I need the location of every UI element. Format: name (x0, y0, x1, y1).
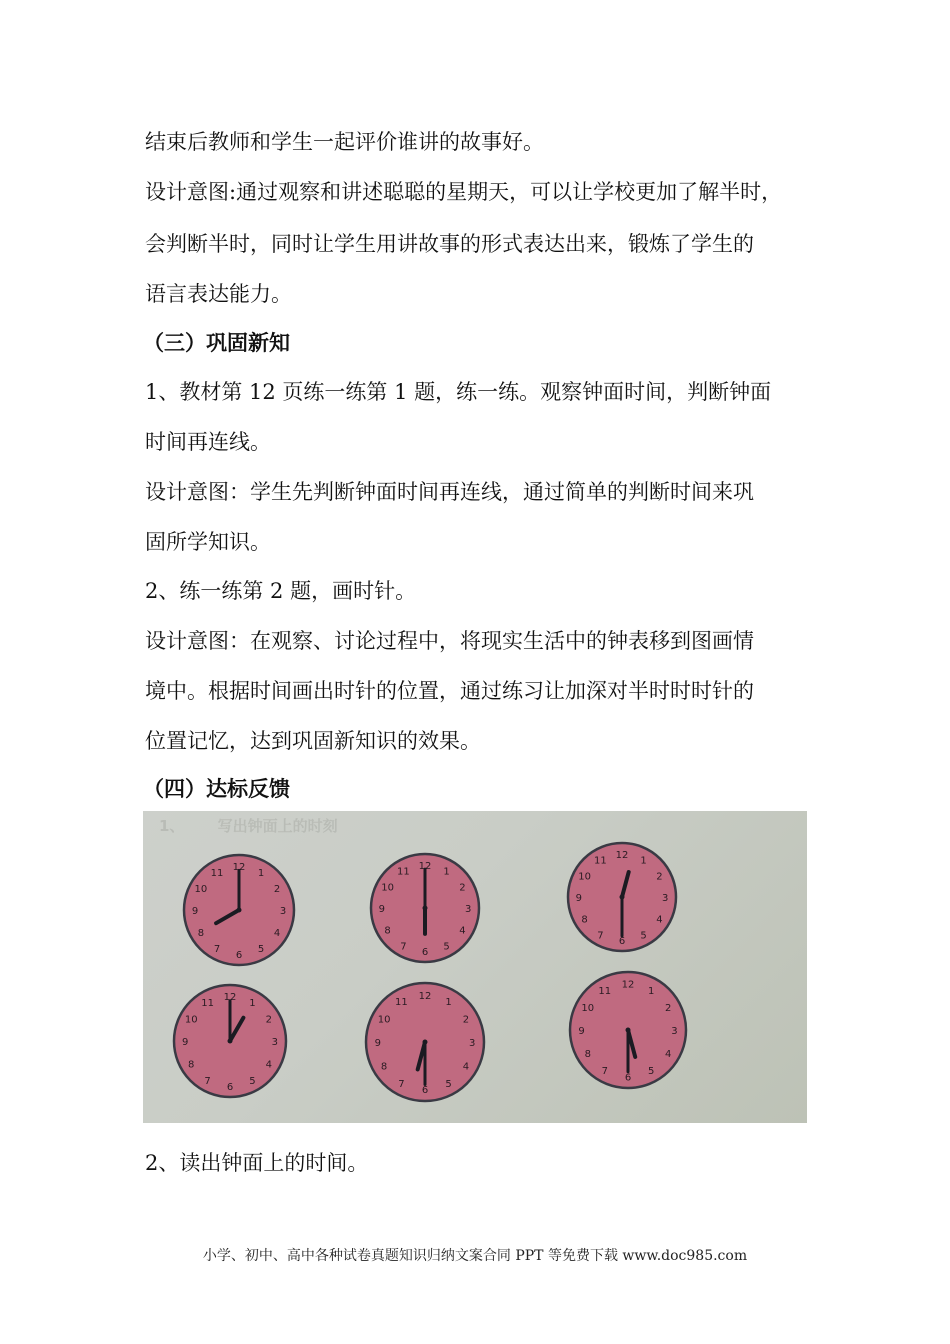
clock-numeral: 7 (204, 1075, 211, 1087)
clock-numeral: 4 (656, 914, 663, 926)
clock-numeral: 12 (223, 992, 237, 1004)
clock-center (620, 895, 625, 900)
section-heading-3: （三）巩固新知 (143, 330, 290, 355)
clock-numeral: 12 (418, 990, 432, 1002)
clock-numeral: 1 (249, 998, 256, 1010)
clock-numeral: 8 (384, 925, 391, 937)
clock-numeral: 3 (671, 1026, 678, 1037)
clock-numeral: 9 (374, 1038, 381, 1049)
clock-numeral: 6 (421, 947, 429, 959)
line-8: 设计意图：学生先判断钟面时间再连线，通过简单的判断时间来巩 (145, 480, 754, 504)
clock-center (237, 908, 242, 913)
line-9: 固所学知识。 (145, 530, 271, 554)
section-heading-4: （四）达标反馈 (143, 776, 290, 801)
clock-numeral: 1 (257, 867, 265, 879)
clock-numeral: 1 (648, 985, 655, 997)
clock-numeral: 5 (257, 944, 265, 956)
clock-numeral: 4 (665, 1049, 672, 1061)
photo-caption-text: 写出钟面上的时刻 (217, 817, 338, 835)
line-3: 会判断半时，同时让学生用讲故事的形式表达出来，锻炼了学生的 (145, 232, 754, 256)
clock-3 (568, 843, 676, 951)
clock-numeral: 11 (201, 998, 214, 1010)
clock-numeral: 8 (188, 1059, 195, 1071)
clock-numeral: 4 (459, 925, 466, 937)
clock-numeral: 8 (581, 914, 588, 926)
clock-numeral: 8 (380, 1061, 388, 1073)
clock-numeral: 5 (648, 1066, 655, 1078)
clock-numeral: 3 (279, 906, 287, 917)
clock-numeral: 3 (271, 1037, 278, 1048)
clock-numeral: 3 (662, 893, 669, 904)
clock-numeral: 10 (578, 871, 591, 883)
clock-numeral: 2 (459, 882, 466, 894)
clock-numeral: 9 (191, 906, 199, 917)
clock-numeral: 7 (400, 941, 407, 953)
clock-numeral: 7 (601, 1066, 608, 1078)
clock-center (228, 1039, 233, 1044)
clock-numeral: 10 (194, 884, 208, 895)
clock-numeral: 8 (584, 1049, 591, 1061)
clock-numeral: 4 (265, 1059, 272, 1071)
clock-6 (570, 972, 686, 1088)
clock-numeral: 8 (197, 928, 205, 939)
clock-numeral: 10 (381, 882, 394, 894)
line-15: 2、读出钟面上的时间。 (145, 1151, 369, 1175)
photo-caption-number: 1、 (159, 817, 185, 835)
clock-numeral: 6 (624, 1072, 632, 1084)
clock-numeral: 7 (398, 1078, 405, 1090)
line-2: 设计意图:通过观察和讲述聪聪的星期天，可以让学校更加了解半时， (145, 180, 783, 204)
clock-numeral: 2 (265, 1014, 272, 1026)
clock-numeral: 9 (578, 1026, 585, 1037)
clock-2 (371, 854, 479, 962)
clock-numeral: 7 (213, 944, 221, 956)
clock-numeral: 5 (249, 1075, 256, 1087)
clock-numeral: 11 (397, 866, 410, 878)
clock-numeral: 10 (581, 1002, 595, 1014)
clock-numeral: 6 (421, 1085, 429, 1097)
clock-numeral: 5 (443, 941, 450, 953)
clock-numeral: 9 (182, 1037, 189, 1048)
line-1: 结束后教师和学生一起评价谁讲的故事好。 (145, 130, 544, 154)
line-6: 1、教材第 12 页练一练第 1 题，练一练。观察钟面时间，判断钟面 (145, 380, 772, 404)
clock-numeral: 7 (597, 930, 604, 942)
clock-exercise-photo (143, 811, 807, 1123)
clock-numeral: 10 (184, 1014, 198, 1026)
clock-numeral: 1 (443, 866, 450, 878)
clock-center (423, 1040, 428, 1045)
clock-numeral: 11 (210, 867, 224, 879)
clock-numeral: 5 (445, 1078, 452, 1090)
page-footer: 小学、初中、高中各种试卷真题知识归纳文案合同 PPT 等免费下载 www.doc985.com (202, 1248, 748, 1264)
clock-numeral: 9 (575, 893, 582, 904)
clock-numeral: 12 (418, 860, 432, 872)
clock-numeral: 12 (615, 849, 629, 861)
clock-numeral: 12 (232, 862, 246, 873)
clock-numeral: 5 (640, 930, 647, 942)
clock-numeral: 6 (618, 936, 626, 948)
line-12: 境中。根据时间画出时针的位置，通过练习让加深对半时时时针的 (145, 679, 754, 703)
clock-numeral: 10 (377, 1014, 391, 1026)
clock-numeral: 4 (462, 1061, 470, 1073)
clock-5 (366, 983, 484, 1101)
clock-center (423, 906, 428, 911)
clock-center (626, 1028, 631, 1033)
clock-numeral: 11 (594, 855, 607, 867)
clock-numeral: 12 (621, 979, 635, 991)
clock-numeral: 6 (235, 950, 243, 961)
clock-numeral: 2 (665, 1002, 672, 1014)
line-10: 2、练一练第 2 题，画时针。 (145, 579, 417, 603)
clock-numeral: 3 (465, 904, 472, 915)
clock-numeral: 11 (395, 997, 408, 1009)
clock-numeral: 11 (598, 985, 612, 997)
clock-numeral: 3 (469, 1038, 476, 1049)
clock-numeral: 9 (378, 904, 385, 915)
clock-4 (174, 985, 286, 1097)
line-13: 位置记忆，达到巩固新知识的效果。 (145, 729, 481, 753)
clock-numeral: 2 (462, 1014, 470, 1026)
line-11: 设计意图：在观察、讨论过程中，将现实生活中的钟表移到图画情 (145, 629, 754, 653)
clock-numeral: 1 (640, 855, 647, 867)
clock-numeral: 4 (273, 928, 281, 939)
line-7: 时间再连线。 (145, 430, 271, 454)
clock-numeral: 2 (656, 871, 663, 883)
clock-1 (184, 855, 294, 965)
clock-numeral: 2 (273, 884, 281, 895)
clock-numeral: 1 (445, 997, 452, 1009)
line-4: 语言表达能力。 (145, 282, 292, 306)
clock-numeral: 6 (226, 1081, 234, 1093)
clocks-svg (143, 811, 807, 1123)
